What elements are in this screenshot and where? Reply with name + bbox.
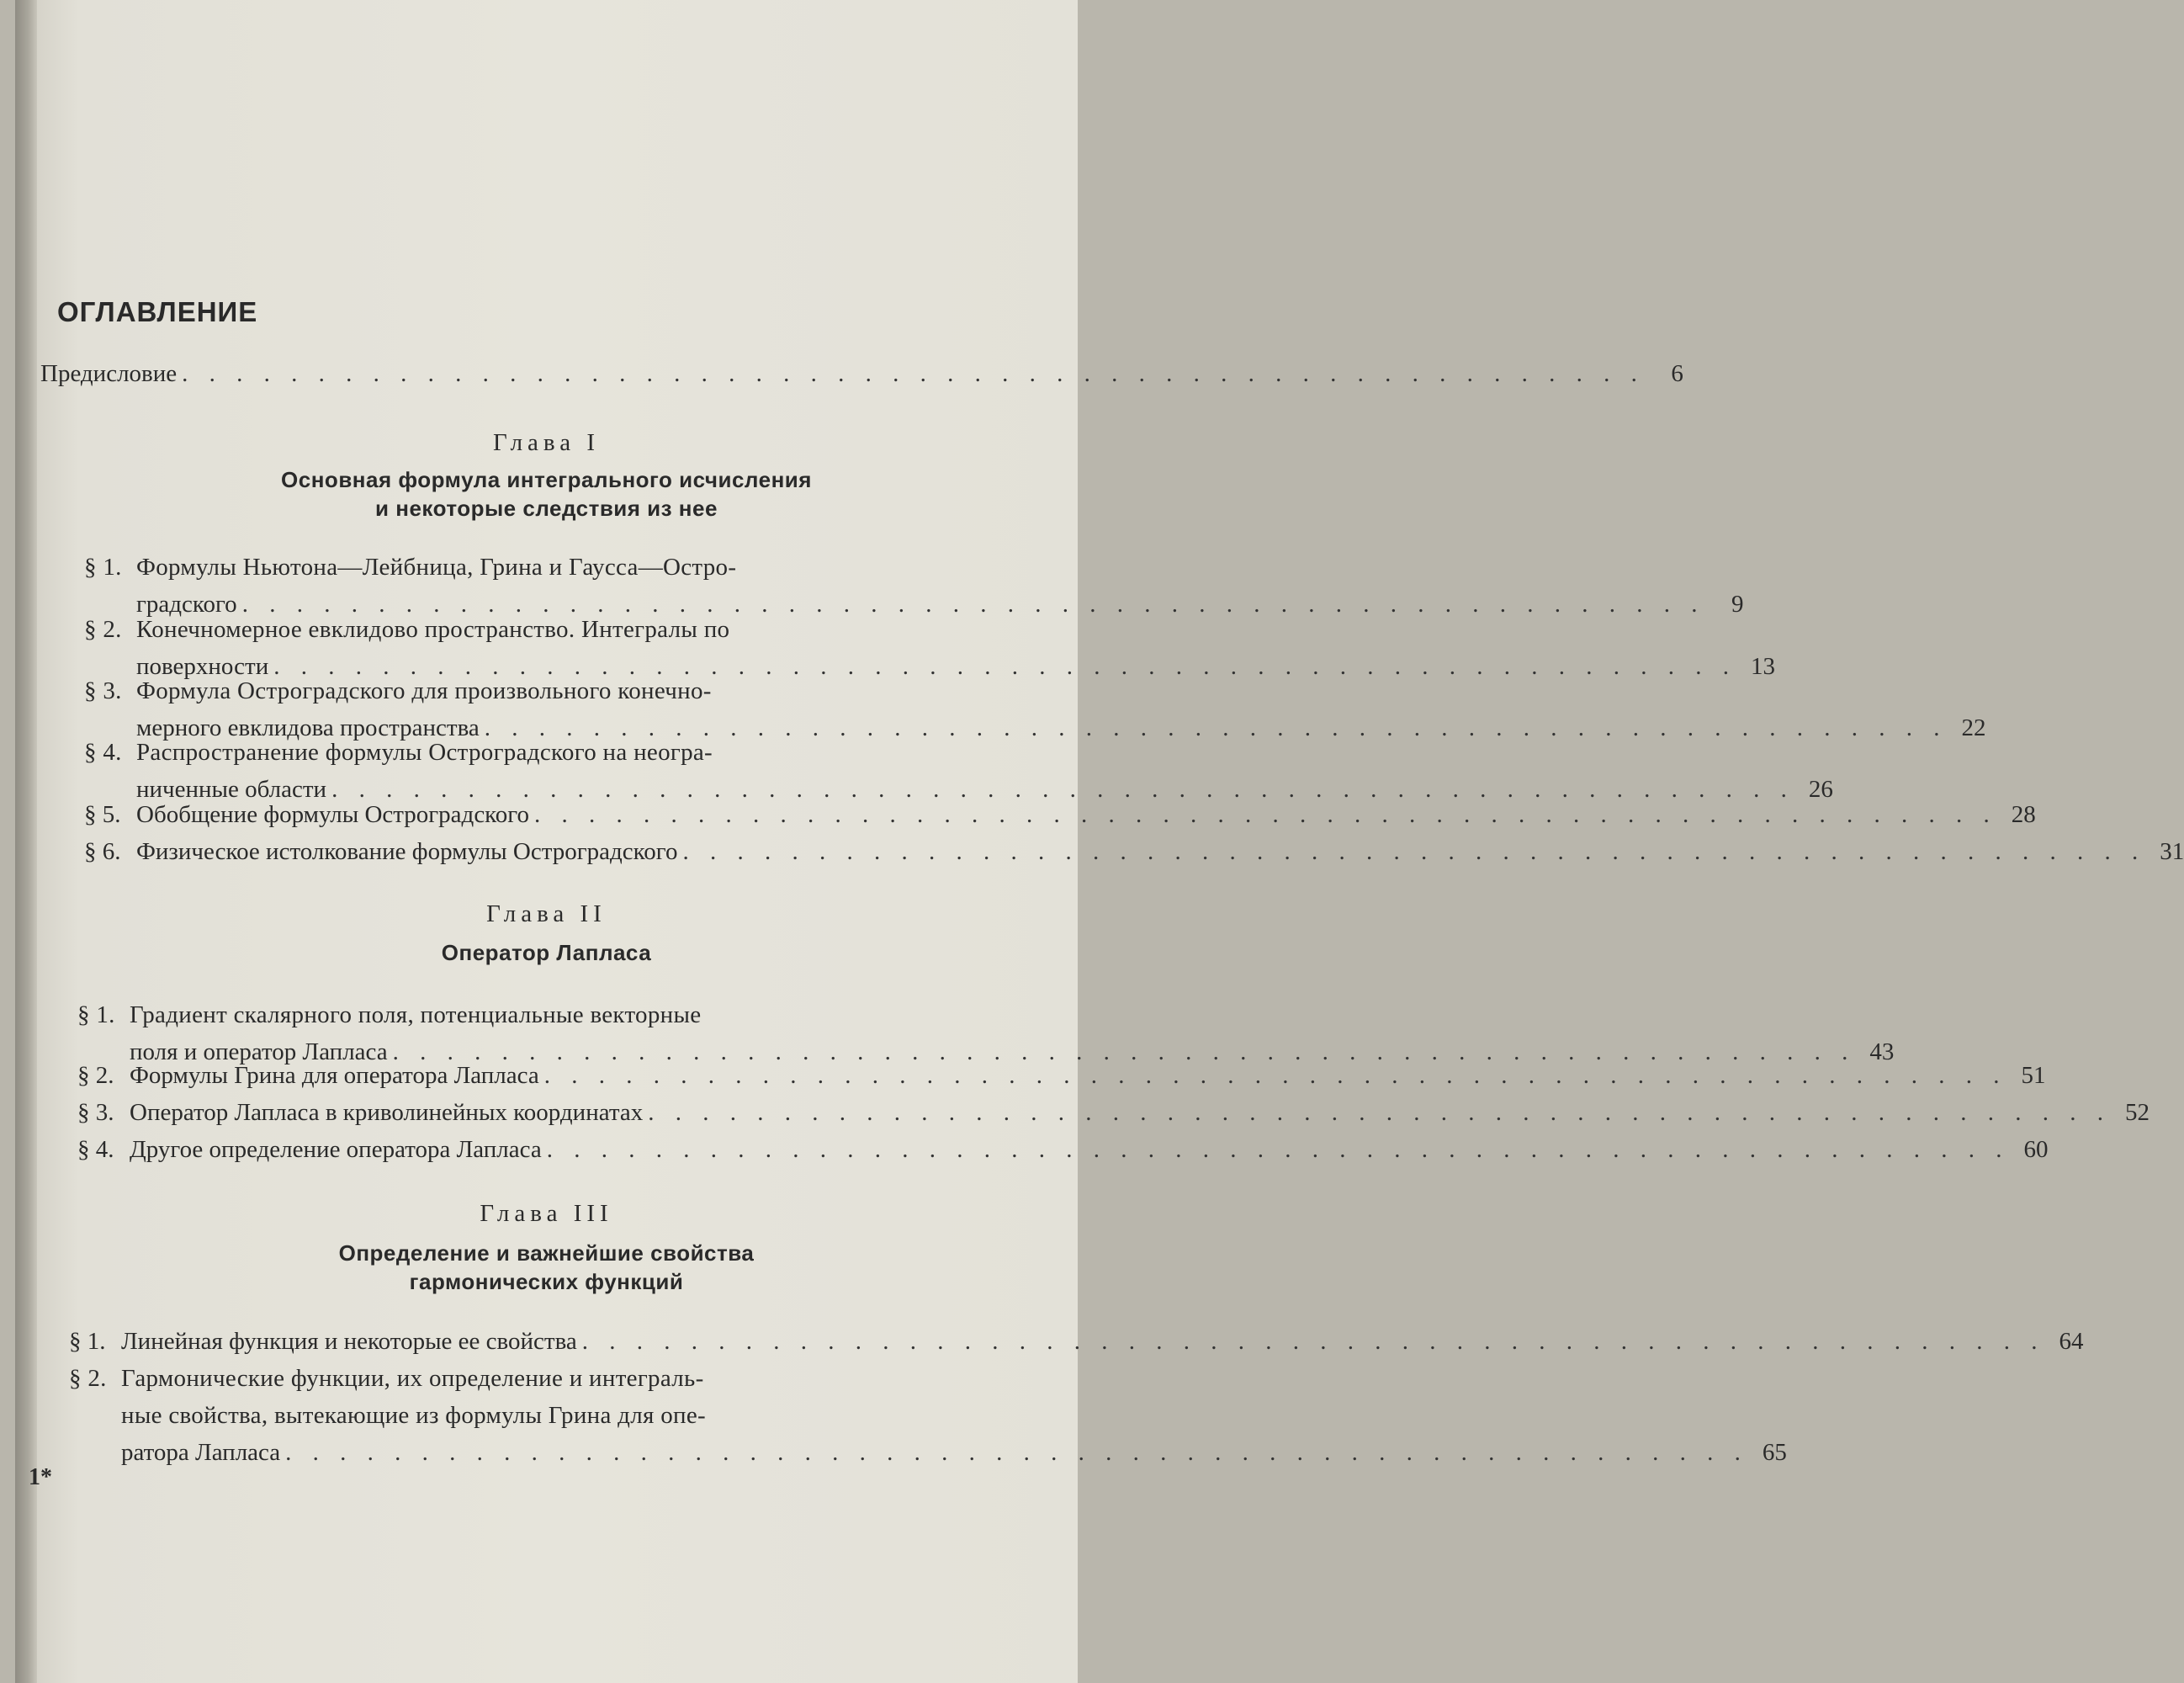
toc-entry-line bbox=[69, 1328, 2084, 1356]
dot-leader: . . . . . . . . . . . . . . . . . . . . . . . . . . . . . . . . . . . . . . . . . . . . . . . . . . . . . . bbox=[533, 801, 1997, 828]
dot-leader: . . . . . . . . . . . . . . . . . . . . . . . . . . . . . . . . . . . . . . . . . . . . . . . . . . . . . . bbox=[484, 714, 1948, 741]
dot-leader: . . . . . . . . . . . . . . . . . . . . . . . . . . . . . . . . . . . . . . . . . . . . . . . . . . . . . . bbox=[543, 1062, 2007, 1089]
toc-entry-line bbox=[84, 616, 729, 644]
toc-entry-text bbox=[77, 1099, 643, 1127]
dot-leader: . . . . . . . . . . . . . . . . . . . . . . . . . . . . . . . . . . . . . . . . . . . . . . . . . . . . . . bbox=[648, 1099, 2111, 1126]
toc-entry-line bbox=[40, 360, 1683, 388]
page-number: 65 bbox=[1762, 1439, 1787, 1466]
toc-entry-label: Другое определение оператора Лапласа bbox=[130, 1136, 542, 1163]
toc-entry-label: поверхности bbox=[136, 653, 269, 680]
book-page bbox=[15, 0, 2184, 1683]
toc-entry-line bbox=[84, 801, 2036, 829]
toc-entry-label: Гармонические функции, их определение и интеграль- bbox=[121, 1365, 704, 1392]
section-number: § 1. bbox=[69, 1328, 106, 1355]
section-number: § 3. bbox=[77, 1099, 114, 1126]
toc-entry-line bbox=[69, 1365, 704, 1393]
toc-entry-label: Формулы Ньютона—Лейбница, Грина и Гаусса—Остро- bbox=[136, 554, 737, 581]
page-number: 64 bbox=[2059, 1328, 2084, 1355]
toc-entry-label: ные свойства, вытекающие из формулы Грина для опе- bbox=[121, 1402, 706, 1429]
chapter-heading: Глава III bbox=[480, 1200, 613, 1227]
chapter-title bbox=[15, 1239, 1078, 1296]
section-number: § 3. bbox=[84, 677, 122, 704]
page-number: 22 bbox=[1961, 714, 1986, 741]
toc-entry-line bbox=[121, 1439, 1787, 1467]
page-number: 60 bbox=[2023, 1136, 2049, 1163]
signature-mark: 1* bbox=[29, 1464, 52, 1490]
page-number: 43 bbox=[1869, 1038, 1895, 1065]
toc-entry-text bbox=[121, 1439, 280, 1467]
toc-entry-line bbox=[69, 1402, 706, 1430]
chapter-heading: Глава I bbox=[492, 429, 601, 456]
toc-entry-label: Формула Остроградского для произвольного конечно- bbox=[136, 677, 712, 704]
page-number: 26 bbox=[1808, 776, 1833, 803]
dot-leader: . . . . . . . . . . . . . . . . . . . . . . . . . . . . . . . . . . . . . . . . . . . . . . . . . . . . . . bbox=[581, 1328, 2045, 1355]
dot-leader: . . . . . . . . . . . . . . . . . . . . . . . . . . . . . . . . . . . . . . . . . . . . . . . . . . . . . . bbox=[182, 360, 1645, 387]
dot-leader: . . . . . . . . . . . . . . . . . . . . . . . . . . . . . . . . . . . . . . . . . . . . . . . . . . . . . . bbox=[546, 1136, 2010, 1163]
toc-entry-label: Оператор Лапласа в криволинейных координатах bbox=[130, 1099, 644, 1126]
chapter-heading: Глава II bbox=[486, 900, 607, 927]
chapter-title-line: и некоторые следствия из нее bbox=[375, 496, 718, 521]
dot-leader: . . . . . . . . . . . . . . . . . . . . . . . . . . . . . . . . . . . . . . . . . . . . . . . . . . . . . . bbox=[682, 838, 2146, 865]
toc-entry-line bbox=[84, 838, 2184, 866]
toc-entry-text bbox=[40, 360, 177, 388]
toc-entry-text bbox=[136, 776, 326, 804]
toc-entry-label: Линейная функция и некоторые ее свойства bbox=[121, 1328, 577, 1355]
toc-entry-line bbox=[136, 591, 1744, 619]
toc-entry-label: ратора Лапласа bbox=[121, 1439, 281, 1466]
toc-entry-label: Градиент скалярного поля, потенциальные векторные bbox=[130, 1001, 702, 1028]
toc-entry-text bbox=[77, 1136, 542, 1164]
section-number: § 4. bbox=[77, 1136, 114, 1163]
page-number: 52 bbox=[2124, 1099, 2150, 1126]
toc-entry-text bbox=[69, 1328, 577, 1356]
dot-leader: . . . . . . . . . . . . . . . . . . . . . . . . . . . . . . . . . . . . . . . . . . . . . . . . . . . . . . bbox=[273, 653, 1736, 680]
chapter-title-line: Основная формула интегрального исчисления bbox=[281, 467, 812, 492]
toc-title: ОГЛАВЛЕНИЕ bbox=[57, 296, 258, 327]
toc-entry-line bbox=[77, 1001, 701, 1029]
toc-entry-text bbox=[84, 838, 677, 866]
toc-entry-line bbox=[77, 1099, 2150, 1127]
toc-entry-text bbox=[136, 591, 237, 619]
toc-entry-label: поля и оператор Лапласа bbox=[130, 1038, 388, 1065]
dot-leader: . . . . . . . . . . . . . . . . . . . . . . . . . . . . . . . . . . . . . . . . . . . . . . . . . . . . . . bbox=[285, 1439, 1748, 1466]
page-number: 51 bbox=[2021, 1062, 2046, 1089]
section-number: § 2. bbox=[77, 1062, 114, 1089]
page-number: 9 bbox=[1731, 591, 1744, 618]
toc-entry-line bbox=[77, 1136, 2049, 1164]
toc-entry-line bbox=[84, 554, 736, 581]
section-number: § 2. bbox=[69, 1365, 107, 1392]
section-number: § 6. bbox=[84, 838, 121, 865]
toc-entry-label: Формулы Грина для оператора Лапласа bbox=[130, 1062, 539, 1089]
section-number: § 2. bbox=[84, 616, 122, 643]
toc-entry-text bbox=[77, 1062, 539, 1090]
section-number: § 1. bbox=[84, 554, 122, 581]
toc-entry-line bbox=[136, 776, 1833, 804]
toc-entry-label: ниченные области bbox=[136, 776, 327, 803]
book-spine-shadow bbox=[15, 0, 37, 1683]
page-number: 28 bbox=[2011, 801, 2036, 828]
chapter-title bbox=[15, 938, 1078, 967]
toc-entry-label: Конечномерное евклидово пространство. Интегралы по bbox=[136, 616, 730, 643]
toc-entry-line bbox=[77, 1062, 2046, 1090]
section-number: § 1. bbox=[77, 1001, 115, 1028]
page-number: 31 bbox=[2160, 838, 2184, 865]
toc-entry-label: мерного евклидова пространства bbox=[136, 714, 480, 741]
dot-leader: . . . . . . . . . . . . . . . . . . . . . . . . . . . . . . . . . . . . . . . . . . . . . . . . . . . . . . bbox=[392, 1038, 1856, 1065]
section-number: § 4. bbox=[84, 739, 122, 766]
dot-leader: . . . . . . . . . . . . . . . . . . . . . . . . . . . . . . . . . . . . . . . . . . . . . . . . . . . . . . bbox=[331, 776, 1794, 803]
toc-entry-label: градского bbox=[136, 591, 237, 618]
page-number: 6 bbox=[1671, 360, 1683, 387]
toc-entry-line bbox=[84, 739, 713, 767]
toc-entry-label: Распространение формулы Остроградского на неогра- bbox=[136, 739, 713, 766]
toc-entry-label: Предисловие bbox=[40, 360, 178, 387]
chapter-title-line: гармонических функций bbox=[409, 1269, 684, 1294]
chapter-title-line: Определение и важнейшие свойства bbox=[338, 1240, 755, 1266]
toc-entry-line bbox=[84, 677, 712, 705]
dot-leader: . . . . . . . . . . . . . . . . . . . . . . . . . . . . . . . . . . . . . . . . . . . . . . . . . . . . . . bbox=[241, 591, 1705, 618]
section-number: § 5. bbox=[84, 801, 121, 828]
chapter-title-line: Оператор Лапласа bbox=[441, 940, 652, 965]
toc-entry-text bbox=[84, 801, 529, 829]
toc-entry-label: Физическое истолкование формулы Остроградского bbox=[136, 838, 678, 865]
toc-entry-label: Обобщение формулы Остроградского bbox=[136, 801, 529, 828]
page-number: 13 bbox=[1750, 653, 1775, 680]
chapter-title bbox=[15, 465, 1078, 523]
